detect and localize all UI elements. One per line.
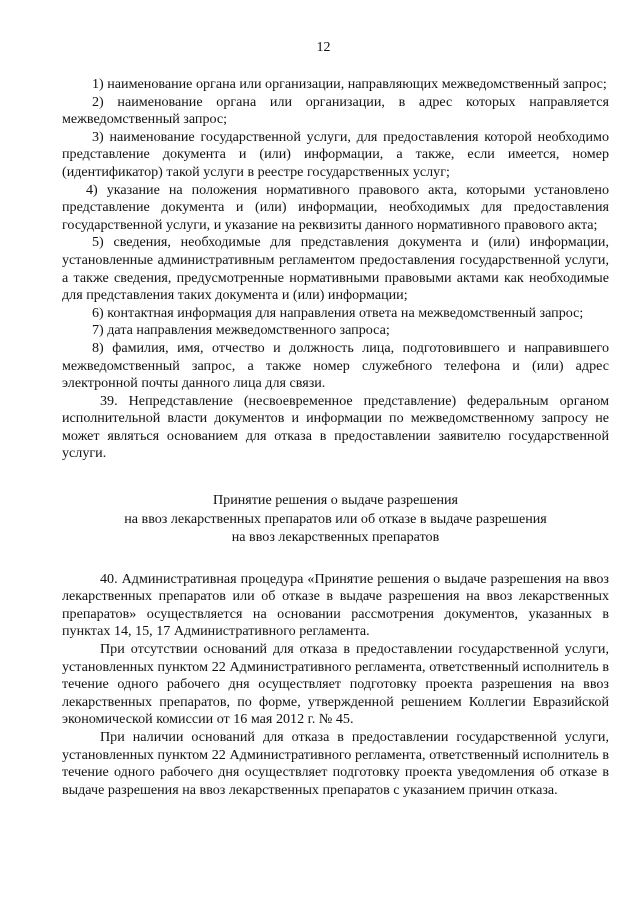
list-item-8: 8) фамилия, имя, отчество и должность лица, подготовившего и направившего межведомственный запрос, а также номер служебного телефона и (или) адрес электронной почты данного лица для связи. xyxy=(62,339,609,392)
list-item-1: 1) наименование органа или организации, направляющих межведомственный запрос; xyxy=(92,76,607,92)
list-item-5: 5) сведения, необходимые для представления документа и (или) информации, установленные административным регламентом предоставления государственной услуги, а также сведения, предусмотренные нормативными правовыми актами как необходимые для представления таких документа и (или) информации; xyxy=(62,234,609,304)
list-item-3: 3) наименование государственной услуги, для предоставления которой необходимо представление документа и (или) информации, а также, если имеется, номер (идентификатор) такой услуги в реестре государственных услуг; xyxy=(62,128,609,180)
section-heading-line-3: на ввоз лекарственных препаратов xyxy=(231,529,440,546)
list-item-6: 6) контактная информация для направления ответа на межведомственный запрос; xyxy=(92,304,584,321)
section-heading-line-1: Принятие решения о выдаче разрешения xyxy=(212,492,459,509)
section-heading-line-2: на ввоз лекарственных препаратов или об отказе в выдаче разрешения xyxy=(124,510,547,527)
paragraph-no-grounds: При отсутствии оснований для отказа в предоставлении государственной услуги, установленных пунктом 22 Административного регламента, ответственный исполнитель в течение одного рабочего дня осуществляет подготовку проекта разрешения на ввоз лекарственных препаратов, по форме, утвержденной решением Коллегии Евразийской экономической комиссии от 16 мая 2012 г. № 45. xyxy=(62,640,609,728)
list-item-4: 4) указание на положения нормативного правового акта, которыми установлено представление документа и (или) информации, необходимых для предоставления государственной услуги, и указание на реквизиты данного нормативного правового акта; xyxy=(62,181,609,233)
page-number: 12 xyxy=(316,40,331,55)
list-item-7: 7) дата направления межведомственного запроса; xyxy=(92,322,390,339)
list-item-2: 2) наименование органа или организации, в адрес которых направляется межведомственный запрос; xyxy=(62,93,609,128)
paragraph-grounds: При наличии оснований для отказа в предоставлении государственной услуги, установленных пунктом 22 Административного регламента, ответственный исполнитель в течение одного рабочего дня осуществляет подготовку проекта уведомления об отказе в выдаче разрешения на ввоз лекарственных препаратов с указанием причин отказа. xyxy=(62,728,609,798)
paragraph-39: 39. Непредставление (несвоевременное представление) федеральным органом исполнительной власти документов и информации по межведомственному запросу не может являться основанием для отказа в предоставлении заявителю государственной услуги. xyxy=(62,392,609,462)
section-heading xyxy=(62,491,609,547)
paragraph-40: 40. Административная процедура «Принятие решения о выдаче разрешения на ввоз лекарственных препаратов или об отказе в выдаче разрешения на ввоз лекарственных препаратов» осуществляется на основании рассмотрения документов, указанных в пунктах 14, 15, 17 Административного регламента. xyxy=(62,570,609,640)
